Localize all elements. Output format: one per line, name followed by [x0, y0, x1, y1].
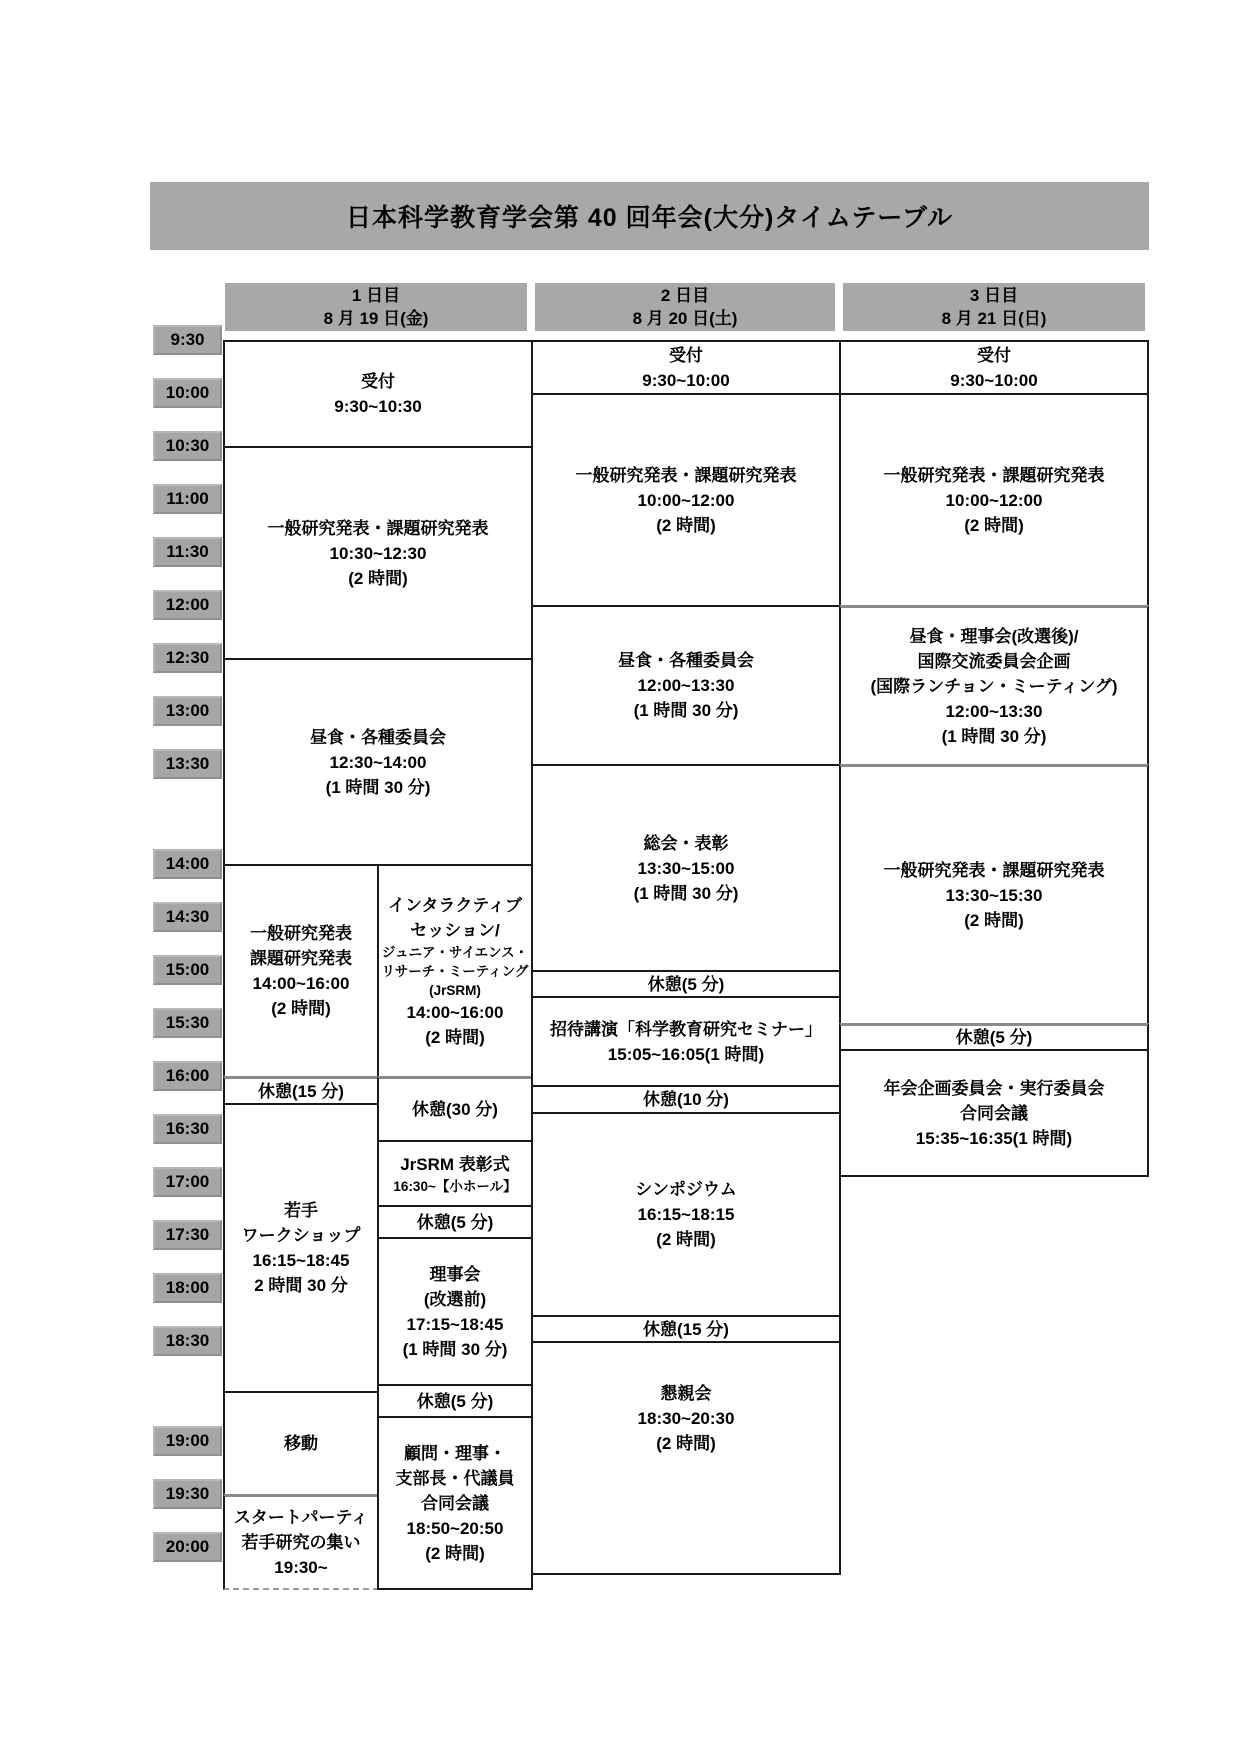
event-line: 若手: [284, 1201, 318, 1220]
time-label-1330: 13:30: [153, 749, 222, 779]
event-d2-research-am: [531, 393, 841, 607]
event-line: (2 時間): [964, 910, 1024, 930]
event-line: 10:30~12:30: [329, 543, 427, 563]
event-line: 休憩(30 分): [412, 1100, 498, 1119]
event-line: (1 時間 30 分): [633, 701, 739, 720]
page-title: 日本科学教育学会第 40 回年会(大分)タイムテーブル: [150, 182, 1149, 250]
event-d1-joint-meeting: [377, 1416, 533, 1590]
event-line: 休憩(10 分): [643, 1090, 729, 1109]
event-line: 14:00~16:00: [406, 1002, 504, 1022]
event-line: (改選前): [423, 1289, 487, 1309]
time-label-1030: 10:30: [153, 431, 222, 461]
event-line: 受付: [977, 345, 1011, 365]
time-label-1730: 17:30: [153, 1220, 222, 1250]
event-line: 年会企画委員会・実行委員会: [883, 1078, 1105, 1098]
event-d1-break-5a: [377, 1205, 533, 1239]
event-d1-start-party: [223, 1494, 379, 1590]
day-header-date: 8 月 19 日(金): [323, 309, 429, 328]
event-line: 13:30~15:00: [637, 858, 735, 878]
event-line: 休憩(5 分): [416, 1391, 494, 1411]
event-line: (2 時間): [656, 1434, 716, 1453]
time-label-930: 9:30: [153, 325, 222, 355]
day-header-date: 8 月 21 日(日): [941, 309, 1047, 328]
event-line: (2 時間): [425, 1027, 485, 1047]
event-line: (2 時間): [964, 515, 1024, 535]
event-line: セッション/: [410, 920, 500, 940]
day-header-label: 3 日目: [969, 286, 1019, 305]
event-line: 支部長・代議員: [395, 1468, 515, 1488]
event-line: 16:30~【小ホール】: [393, 1178, 517, 1194]
event-d1-break-5b: [377, 1384, 533, 1418]
event-line: 休憩(15 分): [258, 1081, 344, 1101]
event-d2-symposium: [531, 1112, 841, 1317]
event-line: 15:35~16:35(1 時間): [915, 1128, 1073, 1148]
event-d2-banquet: [531, 1341, 841, 1575]
event-line: (2 時間): [656, 1230, 716, 1249]
event-line: (2 時間): [425, 1543, 485, 1563]
event-d2-lunch: [531, 605, 841, 766]
event-line: 一般研究発表・課題研究発表: [575, 465, 797, 485]
event-line: 10:00~12:00: [637, 490, 735, 510]
event-d1-move: [223, 1391, 379, 1496]
event-d3-lunch-intl: [839, 605, 1149, 766]
event-line: ワークショップ: [241, 1226, 361, 1245]
day-header-label: 2 日目: [660, 286, 710, 305]
event-line: (2 時間): [348, 568, 408, 588]
event-d3-joint-committee: [839, 1049, 1149, 1177]
event-line: (1 時間 30 分): [402, 1339, 508, 1359]
event-line: 総会・表彰: [643, 833, 729, 853]
event-line: 移動: [284, 1434, 318, 1453]
time-label-1600: 16:00: [153, 1061, 222, 1091]
event-d2-break-5: [531, 970, 841, 998]
event-line: 休憩(5 分): [647, 974, 725, 994]
event-line: 理事会: [429, 1264, 481, 1284]
event-line: 一般研究発表・課題研究発表: [883, 465, 1105, 485]
time-label-1300: 13:00: [153, 696, 222, 726]
day-header-day3: [843, 283, 1145, 331]
time-label-1830: 18:30: [153, 1326, 222, 1356]
event-line: (1 時間 30 分): [325, 777, 431, 797]
event-line: 16:15~18:15: [637, 1205, 735, 1224]
event-line: 合同会議: [421, 1493, 489, 1513]
event-line: 16:15~18:45: [252, 1251, 350, 1270]
event-d3-research-pm: [839, 764, 1149, 1025]
event-line: 12:00~13:30: [637, 676, 735, 695]
event-line: 一般研究発表・課題研究発表: [267, 518, 489, 538]
event-line: リサーチ・ミーティング: [381, 963, 529, 979]
event-line: 課題研究発表: [250, 949, 352, 968]
event-line: 受付: [361, 372, 395, 391]
event-line: 9:30~10:00: [642, 370, 730, 390]
event-line: (2 時間): [656, 515, 716, 535]
event-line: 懇親会: [660, 1384, 712, 1403]
event-line: 12:00~13:30: [945, 701, 1043, 721]
event-line: 9:30~10:30: [334, 397, 422, 416]
event-line: 10:00~12:00: [945, 490, 1043, 510]
event-line: 休憩(5 分): [955, 1028, 1033, 1047]
event-line: 国際交流委員会企画: [917, 651, 1071, 671]
event-line: 受付: [669, 345, 703, 365]
event-line: JrSRM 表彰式: [400, 1154, 510, 1174]
time-label-1700: 17:00: [153, 1167, 222, 1197]
event-line: 顧問・理事・: [404, 1443, 506, 1463]
event-d2-break-10: [531, 1085, 841, 1114]
time-label-1900: 19:00: [153, 1426, 222, 1456]
event-line: 12:30~14:00: [329, 752, 427, 772]
event-line: スタートパーティ: [233, 1508, 369, 1527]
time-label-1400: 14:00: [153, 849, 222, 879]
event-line: 9:30~10:00: [950, 370, 1038, 390]
day-header-date: 8 月 20 日(土): [632, 309, 738, 328]
time-label-1930: 19:30: [153, 1479, 222, 1509]
event-line: 15:05~16:05(1 時間): [607, 1044, 765, 1064]
event-d2-general-assembly: [531, 764, 841, 972]
event-line: 18:30~20:30: [637, 1409, 735, 1428]
event-line: (2 時間): [271, 999, 331, 1018]
time-label-1200: 12:00: [153, 590, 222, 620]
event-d3-research-am: [839, 393, 1149, 607]
event-d1-interactive: [377, 864, 533, 1078]
event-d3-reception: [839, 340, 1149, 395]
time-label-1130: 11:30: [153, 537, 222, 567]
event-line: ジュニア・サイエンス・: [381, 944, 529, 960]
event-d1-research-am: [223, 446, 533, 660]
day-header-label: 1 日目: [351, 286, 401, 305]
event-line: シンポジウム: [635, 1180, 737, 1199]
time-label-1000: 10:00: [153, 378, 222, 408]
event-d1-reception: [223, 340, 533, 448]
event-d1-lunch: [223, 658, 533, 866]
event-line: 招待講演「科学教育研究セミナー」: [550, 1019, 822, 1039]
event-line: 合同会議: [960, 1103, 1028, 1123]
day-header-day2: [535, 283, 835, 331]
event-d1-break-15: [223, 1076, 379, 1105]
event-line: 18:50~20:50: [406, 1518, 504, 1538]
event-line: 19:30~: [274, 1558, 328, 1577]
event-line: 一般研究発表: [250, 924, 352, 943]
time-label-1500: 15:00: [153, 955, 222, 985]
event-d1-board-pre: [377, 1237, 533, 1386]
event-line: (JrSRM): [429, 982, 481, 998]
time-label-1100: 11:00: [153, 484, 222, 514]
event-line: 休憩(15 分): [643, 1319, 729, 1339]
event-d1-youth-workshop: [223, 1103, 379, 1393]
time-label-1800: 18:00: [153, 1273, 222, 1303]
event-line: 昼食・各種委員会: [310, 727, 446, 747]
event-d3-break-5: [839, 1023, 1149, 1051]
event-d2-break-15: [531, 1315, 841, 1343]
event-line: 2 時間 30 分: [254, 1276, 348, 1295]
event-line: 昼食・理事会(改選後)/: [909, 626, 1079, 646]
event-d2-reception: [531, 340, 841, 395]
time-label-1230: 12:30: [153, 643, 222, 673]
event-line: (1 時間 30 分): [633, 883, 739, 903]
event-line: 13:30~15:30: [945, 885, 1043, 905]
time-label-1530: 15:30: [153, 1008, 222, 1038]
day-header-day1: [225, 283, 527, 331]
event-line: 14:00~16:00: [252, 974, 350, 993]
time-label-1430: 14:30: [153, 902, 222, 932]
event-d1-break-30: [377, 1076, 533, 1142]
event-line: (国際ランチョン・ミーティング): [870, 676, 1118, 696]
event-d1-research-pm: [223, 864, 379, 1078]
event-line: 昼食・各種委員会: [618, 651, 754, 670]
event-line: 一般研究発表・課題研究発表: [883, 860, 1105, 880]
event-line: 17:15~18:45: [406, 1314, 504, 1334]
event-line: (1 時間 30 分): [941, 726, 1047, 746]
time-label-1630: 16:30: [153, 1114, 222, 1144]
event-line: 若手研究の集い: [241, 1533, 361, 1552]
event-line: 休憩(5 分): [416, 1212, 494, 1232]
event-d2-invited-lecture: [531, 996, 841, 1087]
event-line: インタラクティブ: [388, 895, 522, 915]
time-label-2000: 20:00: [153, 1532, 222, 1562]
event-d1-jrsrm-award: [377, 1140, 533, 1207]
